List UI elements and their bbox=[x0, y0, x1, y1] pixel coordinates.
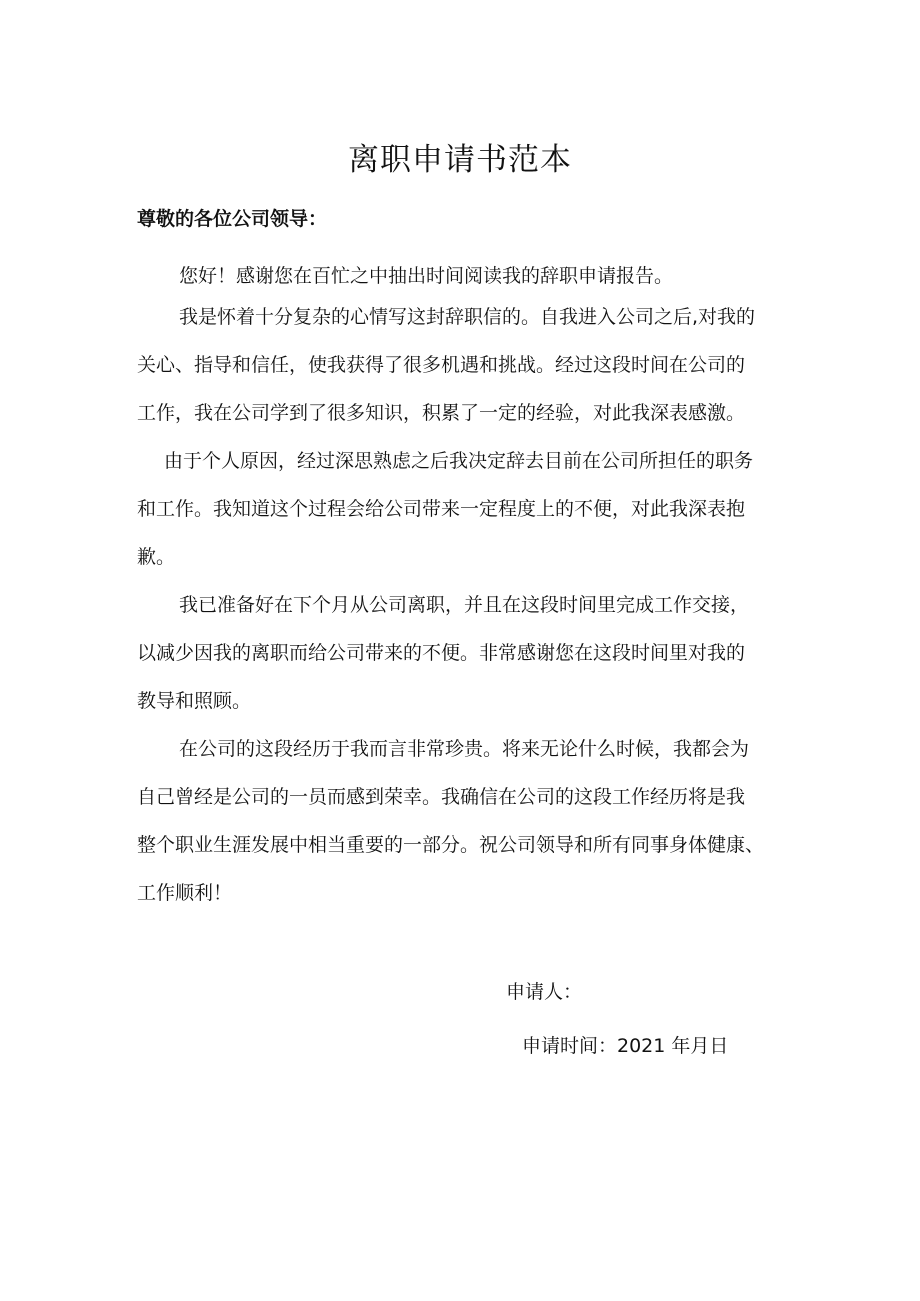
paragraph-line: 以减少因我的离职而给公司带来的不便。非常感谢您在这段时间里对我的 bbox=[137, 642, 746, 664]
paragraph-line: 在公司的这段经历于我而言非常珍贵。将来无论什么时候，我都会为 bbox=[179, 738, 750, 760]
paragraph-line: 关心、指导和信任，使我获得了很多机遇和挑战。经过这段时间在公司的 bbox=[137, 354, 746, 376]
document-title: 离职申请书范本 bbox=[348, 142, 572, 178]
paragraph-reason bbox=[137, 437, 787, 581]
paragraph-line: 和工作。我知道这个过程会给公司带来一定程度上的不便，对此我深表抱 bbox=[137, 498, 746, 520]
paragraph-line: 您好！感谢您在百忙之中抽出时间阅读我的辞职申请报告。 bbox=[179, 265, 674, 287]
paragraph-line: 整个职业生涯发展中相当重要的一部分。祝公司领导和所有同事身体健康、 bbox=[137, 834, 765, 856]
paragraph-line: 我是怀着十分复杂的心情写这封辞职信的。自我进入公司之后,对我的 bbox=[179, 306, 756, 328]
paragraph-closing bbox=[137, 725, 787, 917]
paragraph-line: 工作，我在公司学到了很多知识，积累了一定的经验，对此我深表感激。 bbox=[137, 402, 746, 424]
paragraph-line: 我已准备好在下个月从公司离职，并且在这段时间里完成工作交接， bbox=[179, 594, 750, 616]
paragraph-line: 歉。 bbox=[137, 546, 176, 568]
signature-date: 申请时间：2021 年月日 bbox=[522, 1035, 729, 1057]
paragraph-line: 工作顺利！ bbox=[137, 882, 233, 904]
paragraph-handover bbox=[137, 581, 787, 725]
paragraph-line: 由于个人原因，经过深思熟虑之后我决定辞去目前在公司所担任的职务 bbox=[164, 450, 754, 472]
salutation: 尊敬的各位公司领导： bbox=[137, 208, 328, 230]
paragraph-line: 教导和照顾。 bbox=[137, 690, 252, 712]
paragraph-line: 自己曾经是公司的一员而感到荣幸。我确信在公司的这段工作经历将是我 bbox=[137, 786, 746, 808]
paragraph-gratitude bbox=[137, 293, 787, 437]
signature-applicant: 申请人： bbox=[506, 981, 583, 1003]
